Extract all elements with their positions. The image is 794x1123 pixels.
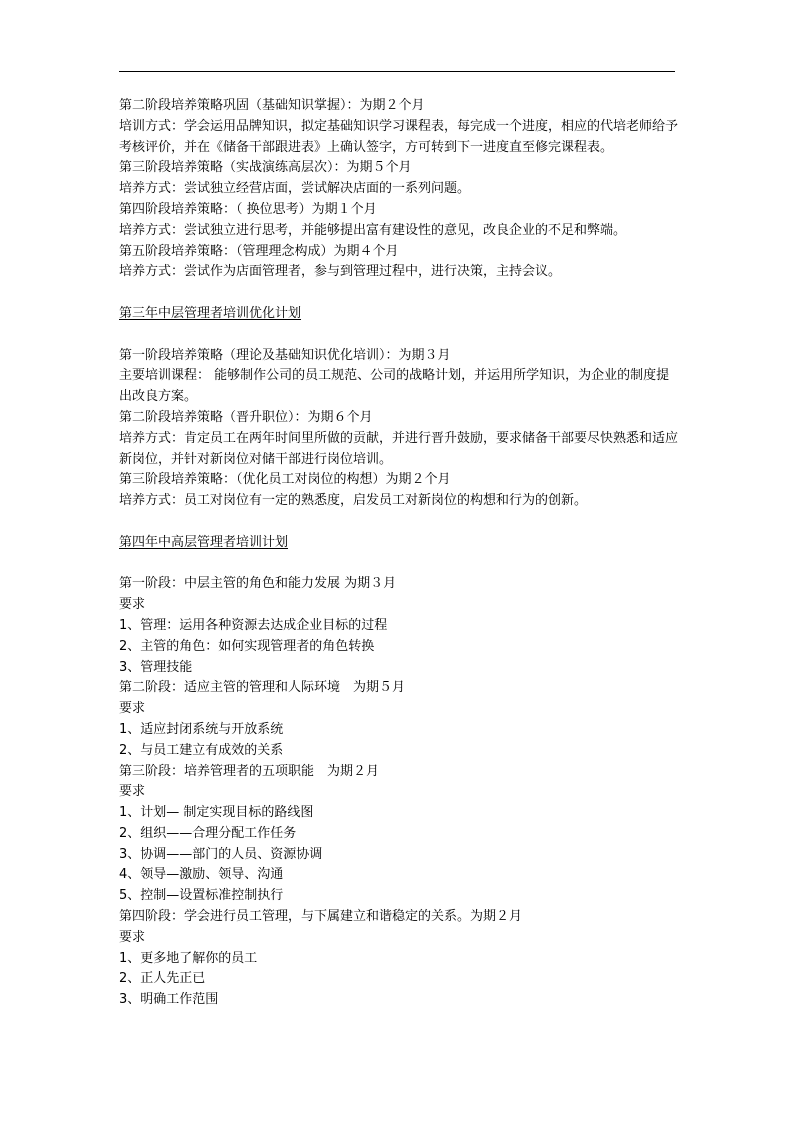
list-item: 2、主管的角色：如何实现管理者的角色转换 [119, 638, 375, 654]
document-body [119, 96, 679, 1011]
list-item: 4、领导—激励、领导、沟通 [119, 867, 284, 883]
list-item: 1、适应封闭系统与开放系统 [119, 721, 284, 737]
stage-title: 第二阶段：适应主管的管理和人际环境 为期５月 [119, 680, 406, 696]
stage-title: 第三阶段培养策略（实战演练高层次）：为期５个月 [119, 160, 412, 176]
requirements-label: 要求 [119, 701, 146, 717]
list-item: 2、与员工建立有成效的关系 [119, 742, 284, 758]
spacer [119, 325, 679, 346]
list-item: 3、明确工作范围 [119, 992, 219, 1008]
stage-description: 主要培训课程： 能够制作公司的员工规范、公司的战略计划，并运用所学知识，为企业的制度提出改良方案。 [119, 368, 670, 405]
requirements-label: 要求 [119, 784, 146, 800]
stage-description: 培训方式：学会运用品牌知识，拟定基础知识学习课程表，每完成一个进度，相应的代培老师给予考核评价，并在《储备干部跟进表》上确认签字，方可转到下一进度直至修完课程表。 [119, 118, 679, 155]
section-heading-year3: 第三年中层管理者培训优化计划 [119, 305, 302, 321]
list-item: 5、控制—设置标准控制执行 [119, 888, 284, 904]
list-item: 2、正人先正已 [119, 971, 206, 987]
stage-description: 培养方式：肯定员工在两年时间里所做的贡献，并进行晋升鼓励，要求储备干部要尽快熟悉和适应新岗位，并针对新岗位对储干部进行岗位培训。 [119, 430, 679, 467]
stage-title: 第三阶段：培养管理者的五项职能 为期２月 [119, 763, 380, 779]
stage-title: 第四阶段：学会进行员工管理，与下属建立和谐稳定的关系。为期２月 [119, 909, 523, 925]
section-heading-year4: 第四年中高层管理者培训计划 [119, 534, 289, 550]
list-item: 1、计划— 制定实现目标的路线图 [119, 805, 314, 821]
stage-title: 第一阶段：中层主管的角色和能力发展 为期３月 [119, 576, 397, 592]
list-item: 3、管理技能 [119, 659, 193, 675]
stage-title: 第三阶段培养策略：（优化员工对岗位的构想）为期２个月 [119, 472, 451, 488]
stage-title: 第一阶段培养策略（理论及基础知识优化培训）：为期３月 [119, 347, 451, 363]
list-item: 3、协调——部门的人员、资源协调 [119, 846, 323, 862]
requirements-label: 要求 [119, 597, 146, 613]
stage-description: 培养方式：员工对岗位有一定的熟悉度，启发员工对新岗位的构想和行为的创新。 [119, 493, 588, 509]
list-item: 1、更多地了解你的员工 [119, 950, 258, 966]
requirements-label: 要求 [119, 929, 146, 945]
stage-title: 第五阶段培养策略：（管理理念构成）为期４个月 [119, 243, 399, 259]
stage-title: 第二阶段培养策略（晋升职位）：为期６个月 [119, 409, 373, 425]
stage-description: 培养方式：尝试作为店面管理者，参与到管理过程中，进行决策，主持会议。 [119, 264, 562, 280]
spacer [119, 512, 679, 533]
header-rule [119, 71, 675, 72]
spacer [119, 554, 679, 575]
stage-description: 培养方式：尝试独立经营店面，尝试解决店面的一系列问题。 [119, 181, 471, 197]
stage-title: 第二阶段培养策略巩固（基础知识掌握）：为期２个月 [119, 98, 425, 113]
spacer [119, 283, 679, 304]
stage-title: 第四阶段培养策略：（ 换位思考）为期１个月 [119, 201, 377, 217]
list-item: 1、管理：运用各种资源去达成企业目标的过程 [119, 617, 388, 633]
list-item: 2、组织——合理分配工作任务 [119, 825, 297, 841]
stage-description: 培养方式：尝试独立进行思考，并能够提出富有建设性的意见，改良企业的不足和弊端。 [119, 222, 627, 238]
